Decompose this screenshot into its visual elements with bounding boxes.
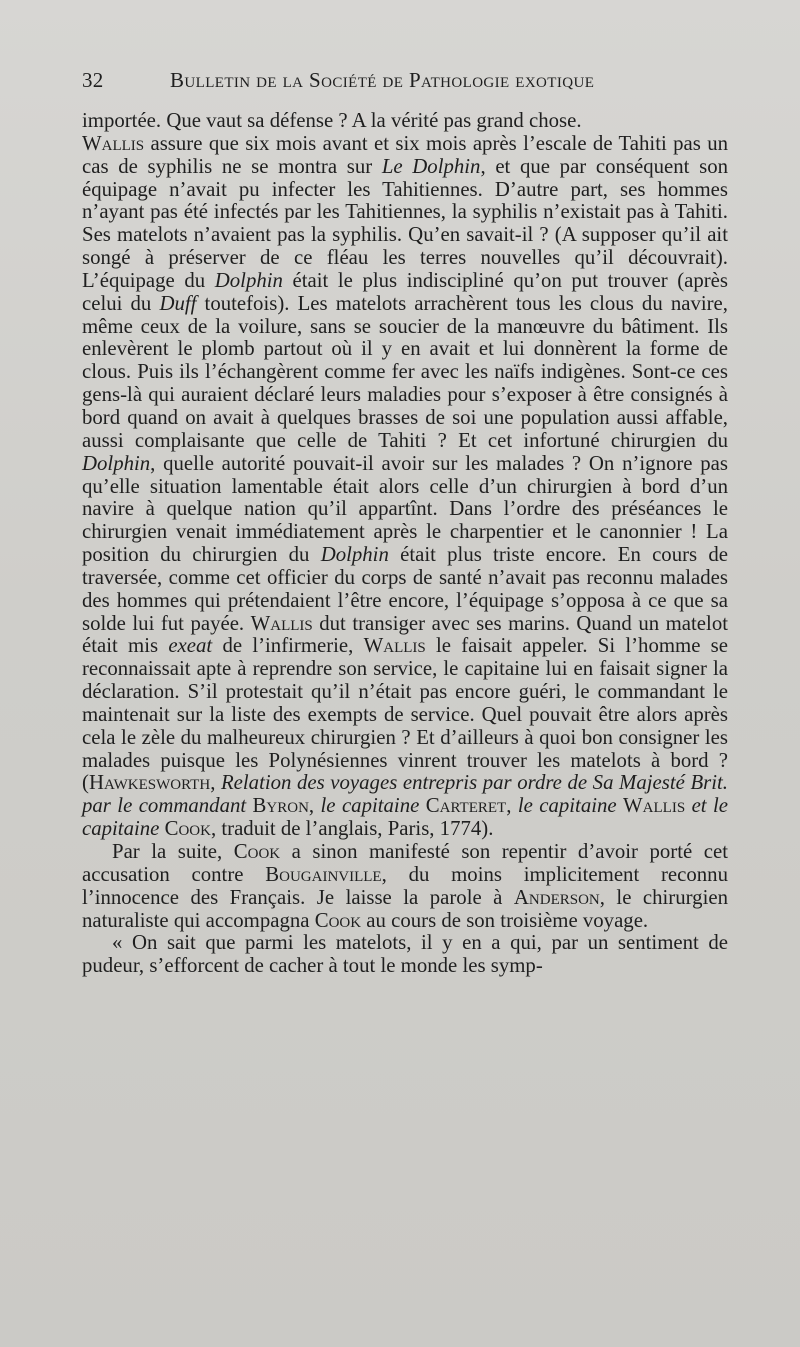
text-run: de l’infirmerie, — [212, 634, 364, 658]
text-run: dut transiger avec ses marins. Quand un matelot était mis — [82, 611, 728, 658]
paragraph-1 — [82, 110, 728, 841]
text-run: le faisait appeler. Si l’homme se reconnaissait apte à reprendre son service, le capitaine lui en faisait signer la déclaration. S’il protestait qu’il n’était pas encore guéri, le commandant le maintenait sur la liste des exempts de service. Quel pouvait être alors après cela le zèle du malheureux chirurgien ? Et d’ailleurs à quoi bon consigner les malades puisque les Polynésiennes vinrent trouver les matelots à bord ? ( — [82, 634, 728, 795]
author-name: Cook — [233, 840, 281, 863]
author-name: Wallis — [250, 611, 313, 635]
latin-term: exeat — [168, 634, 213, 658]
text-run: assure que six mois avant et six mois après l’escale de Tahiti pas un cas de syphilis ne se montra sur — [82, 131, 728, 178]
author-name: Bougainville — [265, 862, 382, 886]
text-run: , traduit de l’anglais, Paris, 1774). — [210, 817, 494, 841]
book-title: le capitaine — [517, 794, 617, 818]
ship-name: Dolphin — [320, 543, 389, 567]
text-run: Par la suite, — [112, 840, 234, 863]
author-name: Carteret — [425, 794, 507, 818]
author-name: Wallis — [363, 634, 426, 658]
author-name: Hawkesworth — [88, 771, 211, 795]
page-number: 32 — [82, 68, 104, 92]
text-run: au cours de son troisième voyage. — [361, 908, 649, 932]
author-name: Byron — [252, 794, 309, 818]
text-run: « On sait que parmi les matelots, il y en a qui, par un sentiment de pudeur, s’efforcent de cacher à tout le monde les symp- — [82, 931, 728, 978]
text-run: , quelle autorité pouvait-il avoir sur les malades ? On n’ignore pas qu’elle situation lamentable était alors celle d’un chirurgien à bord d’un navire à quelque nation qu’il appartînt. Dans l’ordre des préséances le chirurgien venait immédiatement après le charpentier et le canonnier ! La position du chirurgien du — [82, 451, 728, 567]
text-run: était plus triste encore. En cours de traversée, comme cet officier du corps de santé n’avait pas reconnu malades des hommes qui prétendaient l’être encore, l’équipage s’opposa à ce que sa solde lui fut payée. — [82, 543, 729, 635]
author-name: Cook — [314, 908, 362, 932]
ship-name: Le Dolphin — [381, 154, 481, 178]
text-run: , le chirurgien naturaliste qui accompagna — [82, 885, 728, 932]
author-name: Wallis — [623, 794, 686, 818]
body-text — [82, 110, 728, 978]
book-title: et le capitaine — [82, 794, 728, 841]
paragraph-3 — [82, 932, 728, 978]
author-name: Wallis — [82, 131, 145, 155]
text-run: , du moins implicitement reconnu l’innocence des Français. Je laisse la parole à — [82, 862, 728, 909]
text-run: , et que par conséquent son équipage n’avait pu infecter les Tahitiennes. D’autre part, ses hommes n’ayant pas été infectés par les Tahitiennes, la syphilis n’existait pas à Tahiti. Ses matelots n’avaient pas la syphilis. Qu’en savait-il ? (A supposer qu’il ait songé à préserver de ce fléau les terres nouvelles qu’il découvrait). L’équipage du — [82, 154, 728, 292]
book-title: Relation des voyages entrepris par ordre de Sa Majesté Brit. par le commandant — [82, 771, 728, 818]
ship-name: Dolphin — [82, 451, 151, 475]
book-title: le capitaine — [320, 794, 420, 818]
text-run: a sinon manifesté son repentir d’avoir porté cet accusation contre — [82, 840, 728, 886]
text-run: était le plus indiscipliné qu’on put trouver (après celui du — [82, 268, 729, 315]
text-run: , — [210, 771, 221, 795]
paragraph-2 — [82, 841, 728, 932]
journal-title: Bulletin de la Société de Pathologie exotique — [170, 68, 595, 92]
ship-name: Duff — [159, 291, 197, 315]
text-run: , — [506, 794, 518, 818]
text-run: toutefois). Les matelots arrachèrent tous les clous du navire, même ceux de la voilure, sans se soucier de la manœuvre du bâtiment. Ils enlevèrent le plomb partout où il y en avait et lui donnèrent la forme de clous. Puis ils l’échangèrent comme fer avec les naïfs indigènes. Sont-ce ces gens-là qui auraient déclaré leurs maladies pour s’exposer à être consignés à bord quand on avait à quelques brasses de soi une population aussi affable, aussi complaisante que celle de Tahiti ? Et cet infortuné chirurgien du — [82, 291, 728, 452]
ship-name: Dolphin — [214, 268, 283, 292]
text-run: , — [308, 794, 321, 818]
author-name: Anderson — [513, 885, 600, 909]
text-run: importée. Que vaut sa défense ? A la vérité pas grand chose. — [82, 109, 582, 132]
author-name: Cook — [164, 817, 211, 841]
